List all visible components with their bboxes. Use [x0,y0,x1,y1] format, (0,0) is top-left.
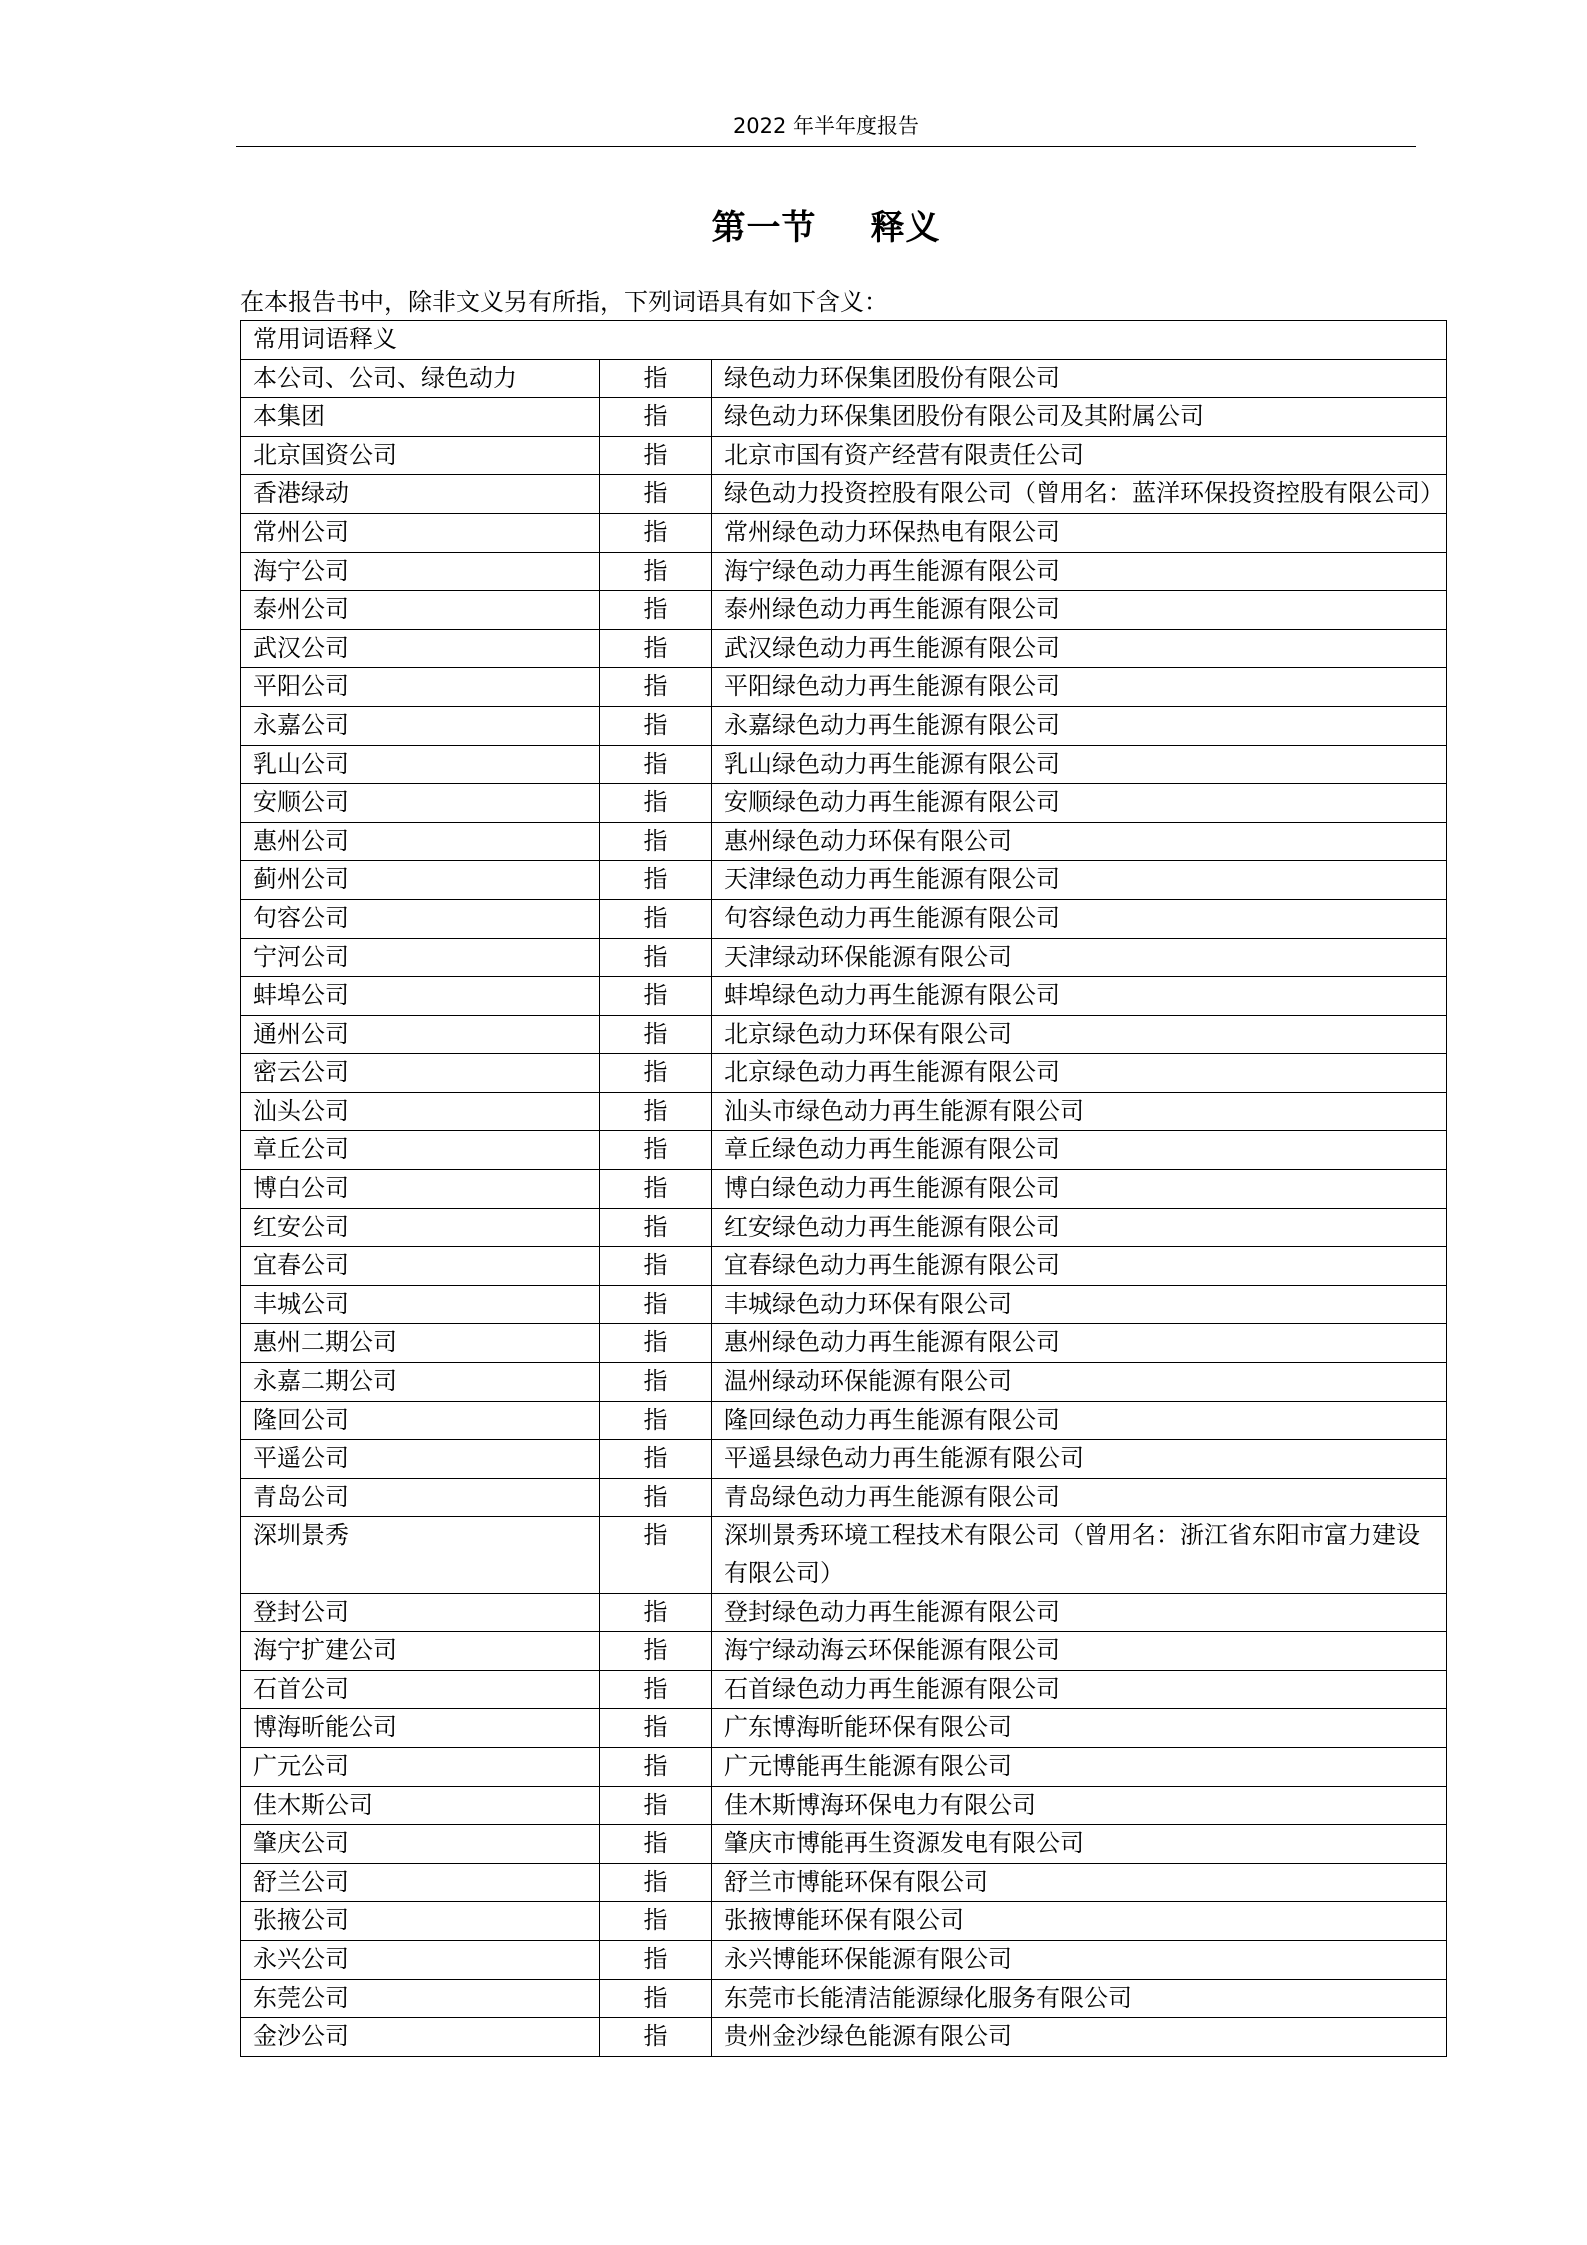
definition-cell: 句容绿色动力再生能源有限公司 [712,899,1447,938]
definition-cell: 舒兰市博能环保有限公司 [712,1863,1447,1902]
definition-cell: 贵州金沙绿色能源有限公司 [712,2018,1447,2057]
definition-cell: 广东博海昕能环保有限公司 [712,1709,1447,1748]
definition-cell: 北京绿色动力再生能源有限公司 [712,1054,1447,1093]
definition-cell: 绿色动力环保集团股份有限公司 [712,359,1447,398]
zhi-cell: 指 [600,1054,712,1093]
definition-cell: 隆回绿色动力再生能源有限公司 [712,1401,1447,1440]
term-cell: 金沙公司 [241,2018,600,2057]
term-cell: 乳山公司 [241,745,600,784]
table-row [241,1054,1447,1093]
definition-cell: 宜春绿色动力再生能源有限公司 [712,1247,1447,1286]
term-cell: 通州公司 [241,1015,600,1054]
table-row [241,1440,1447,1479]
term-cell: 广元公司 [241,1747,600,1786]
zhi-cell: 指 [600,1015,712,1054]
definition-cell: 海宁绿动海云环保能源有限公司 [712,1632,1447,1671]
table-row [241,1247,1447,1286]
term-cell: 本公司、公司、绿色动力 [241,359,600,398]
table-row [241,706,1447,745]
table-row [241,1092,1447,1131]
definition-cell: 蚌埠绿色动力再生能源有限公司 [712,977,1447,1016]
zhi-cell: 指 [600,475,712,514]
definition-cell: 永嘉绿色动力再生能源有限公司 [712,706,1447,745]
table-header: 常用词语释义 [241,321,1447,360]
zhi-cell: 指 [600,938,712,977]
table-row [241,1709,1447,1748]
definition-cell: 石首绿色动力再生能源有限公司 [712,1670,1447,1709]
term-cell: 红安公司 [241,1208,600,1247]
zhi-cell: 指 [600,629,712,668]
table-row [241,1131,1447,1170]
zhi-cell: 指 [600,1517,712,1593]
term-cell: 平遥公司 [241,1440,600,1479]
zhi-cell: 指 [600,1440,712,1479]
table-row [241,977,1447,1016]
definition-cell: 北京绿色动力环保有限公司 [712,1015,1447,1054]
definition-cell: 北京市国有资产经营有限责任公司 [712,436,1447,475]
table-row [241,1285,1447,1324]
definition-cell: 温州绿动环保能源有限公司 [712,1363,1447,1402]
zhi-cell: 指 [600,977,712,1016]
zhi-cell: 指 [600,706,712,745]
term-cell: 佳木斯公司 [241,1786,600,1825]
table-row [241,1208,1447,1247]
table-row [241,1902,1447,1941]
table-row [241,1401,1447,1440]
table-row [241,398,1447,437]
zhi-cell: 指 [600,513,712,552]
term-cell: 永兴公司 [241,1940,600,1979]
zhi-cell: 指 [600,1285,712,1324]
term-cell: 宁河公司 [241,938,600,977]
table-row [241,1632,1447,1671]
definition-cell: 广元博能再生能源有限公司 [712,1747,1447,1786]
definition-cell: 博白绿色动力再生能源有限公司 [712,1170,1447,1209]
table-row [241,629,1447,668]
term-cell: 肇庆公司 [241,1825,600,1864]
term-cell: 丰城公司 [241,1285,600,1324]
zhi-cell: 指 [600,1979,712,2018]
term-cell: 句容公司 [241,899,600,938]
zhi-cell: 指 [600,822,712,861]
zhi-cell: 指 [600,1092,712,1131]
table-header-row [241,321,1447,360]
term-cell: 常州公司 [241,513,600,552]
table-row [241,552,1447,591]
section-name: 释义 [870,208,941,248]
header-divider [236,146,1416,147]
term-cell: 东莞公司 [241,1979,600,2018]
definition-cell: 永兴博能环保能源有限公司 [712,1940,1447,1979]
definition-cell: 东莞市长能清洁能源绿化服务有限公司 [712,1979,1447,2018]
table-row [241,1324,1447,1363]
term-cell: 永嘉二期公司 [241,1363,600,1402]
term-cell: 隆回公司 [241,1401,600,1440]
zhi-cell: 指 [600,745,712,784]
zhi-cell: 指 [600,436,712,475]
table-row [241,745,1447,784]
definition-cell: 登封绿色动力再生能源有限公司 [712,1593,1447,1632]
term-cell: 汕头公司 [241,1092,600,1131]
zhi-cell: 指 [600,1593,712,1632]
definition-cell: 常州绿色动力环保热电有限公司 [712,513,1447,552]
term-cell: 本集团 [241,398,600,437]
zhi-cell: 指 [600,1363,712,1402]
term-cell: 青岛公司 [241,1478,600,1517]
table-row [241,1593,1447,1632]
zhi-cell: 指 [600,1170,712,1209]
definition-cell: 绿色动力环保集团股份有限公司及其附属公司 [712,398,1447,437]
zhi-cell: 指 [600,784,712,823]
term-cell: 深圳景秀 [241,1517,600,1593]
definition-cell: 惠州绿色动力环保有限公司 [712,822,1447,861]
definitions-table [240,320,1447,2057]
table-row [241,513,1447,552]
term-cell: 泰州公司 [241,591,600,630]
term-cell: 海宁扩建公司 [241,1632,600,1671]
term-cell: 密云公司 [241,1054,600,1093]
definition-cell: 平遥县绿色动力再生能源有限公司 [712,1440,1447,1479]
term-cell: 惠州公司 [241,822,600,861]
definition-cell: 泰州绿色动力再生能源有限公司 [712,591,1447,630]
term-cell: 博白公司 [241,1170,600,1209]
table-row [241,2018,1447,2057]
definition-cell: 安顺绿色动力再生能源有限公司 [712,784,1447,823]
zhi-cell: 指 [600,1670,712,1709]
zhi-cell: 指 [600,1401,712,1440]
zhi-cell: 指 [600,861,712,900]
table-row [241,1478,1447,1517]
term-cell: 宜春公司 [241,1247,600,1286]
definition-cell: 平阳绿色动力再生能源有限公司 [712,668,1447,707]
definition-cell: 张掖博能环保有限公司 [712,1902,1447,1941]
zhi-cell: 指 [600,1709,712,1748]
term-cell: 博海昕能公司 [241,1709,600,1748]
definition-cell: 肇庆市博能再生资源发电有限公司 [712,1825,1447,1864]
intro-text: 在本报告书中，除非文义另有所指，下列词语具有如下含义： [240,288,888,316]
zhi-cell: 指 [600,1902,712,1941]
zhi-cell: 指 [600,1208,712,1247]
table-row [241,359,1447,398]
definition-cell: 章丘绿色动力再生能源有限公司 [712,1131,1447,1170]
table-row [241,1747,1447,1786]
zhi-cell: 指 [600,359,712,398]
table-row [241,1825,1447,1864]
zhi-cell: 指 [600,1478,712,1517]
definition-cell: 佳木斯博海环保电力有限公司 [712,1786,1447,1825]
term-cell: 登封公司 [241,1593,600,1632]
zhi-cell: 指 [600,1247,712,1286]
definition-cell: 汕头市绿色动力再生能源有限公司 [712,1092,1447,1131]
zhi-cell: 指 [600,1324,712,1363]
zhi-cell: 指 [600,1747,712,1786]
table-row [241,1015,1447,1054]
table-row [241,1940,1447,1979]
zhi-cell: 指 [600,1632,712,1671]
table-row [241,1670,1447,1709]
definition-cell: 惠州绿色动力再生能源有限公司 [712,1324,1447,1363]
term-cell: 平阳公司 [241,668,600,707]
term-cell: 海宁公司 [241,552,600,591]
term-cell: 章丘公司 [241,1131,600,1170]
table-row [241,822,1447,861]
table-row [241,591,1447,630]
definition-cell: 绿色动力投资控股有限公司（曾用名：蓝洋环保投资控股有限公司） [712,475,1447,514]
zhi-cell: 指 [600,668,712,707]
zhi-cell: 指 [600,552,712,591]
definition-cell: 丰城绿色动力环保有限公司 [712,1285,1447,1324]
term-cell: 香港绿动 [241,475,600,514]
table-row [241,899,1447,938]
table-row [241,1786,1447,1825]
definition-cell: 青岛绿色动力再生能源有限公司 [712,1478,1447,1517]
definition-cell: 天津绿色动力再生能源有限公司 [712,861,1447,900]
table-row [241,668,1447,707]
page-header: 2022 年半年度报告 [732,114,920,138]
zhi-cell: 指 [600,1786,712,1825]
term-cell: 惠州二期公司 [241,1324,600,1363]
term-cell: 武汉公司 [241,629,600,668]
term-cell: 永嘉公司 [241,706,600,745]
zhi-cell: 指 [600,1940,712,1979]
zhi-cell: 指 [600,591,712,630]
term-cell: 蓟州公司 [241,861,600,900]
table-row [241,475,1447,514]
section-title [236,206,1416,250]
term-cell: 蚌埠公司 [241,977,600,1016]
zhi-cell: 指 [600,899,712,938]
table-row [241,436,1447,475]
zhi-cell: 指 [600,1863,712,1902]
table-row [241,861,1447,900]
table-row [241,1170,1447,1209]
table-row [241,1363,1447,1402]
zhi-cell: 指 [600,1131,712,1170]
zhi-cell: 指 [600,1825,712,1864]
table-row [241,1979,1447,2018]
table-row [241,938,1447,977]
term-cell: 石首公司 [241,1670,600,1709]
term-cell: 张掖公司 [241,1902,600,1941]
term-cell: 安顺公司 [241,784,600,823]
table-row [241,1863,1447,1902]
definition-cell: 红安绿色动力再生能源有限公司 [712,1208,1447,1247]
zhi-cell: 指 [600,398,712,437]
table-row [241,784,1447,823]
term-cell: 北京国资公司 [241,436,600,475]
table-row [241,1517,1447,1593]
zhi-cell: 指 [600,2018,712,2057]
section-number: 第一节 [711,208,817,248]
definition-cell: 深圳景秀环境工程技术有限公司（曾用名：浙江省东阳市富力建设有限公司） [712,1517,1447,1593]
definition-cell: 天津绿动环保能源有限公司 [712,938,1447,977]
definition-cell: 武汉绿色动力再生能源有限公司 [712,629,1447,668]
term-cell: 舒兰公司 [241,1863,600,1902]
definition-cell: 乳山绿色动力再生能源有限公司 [712,745,1447,784]
definition-cell: 海宁绿色动力再生能源有限公司 [712,552,1447,591]
